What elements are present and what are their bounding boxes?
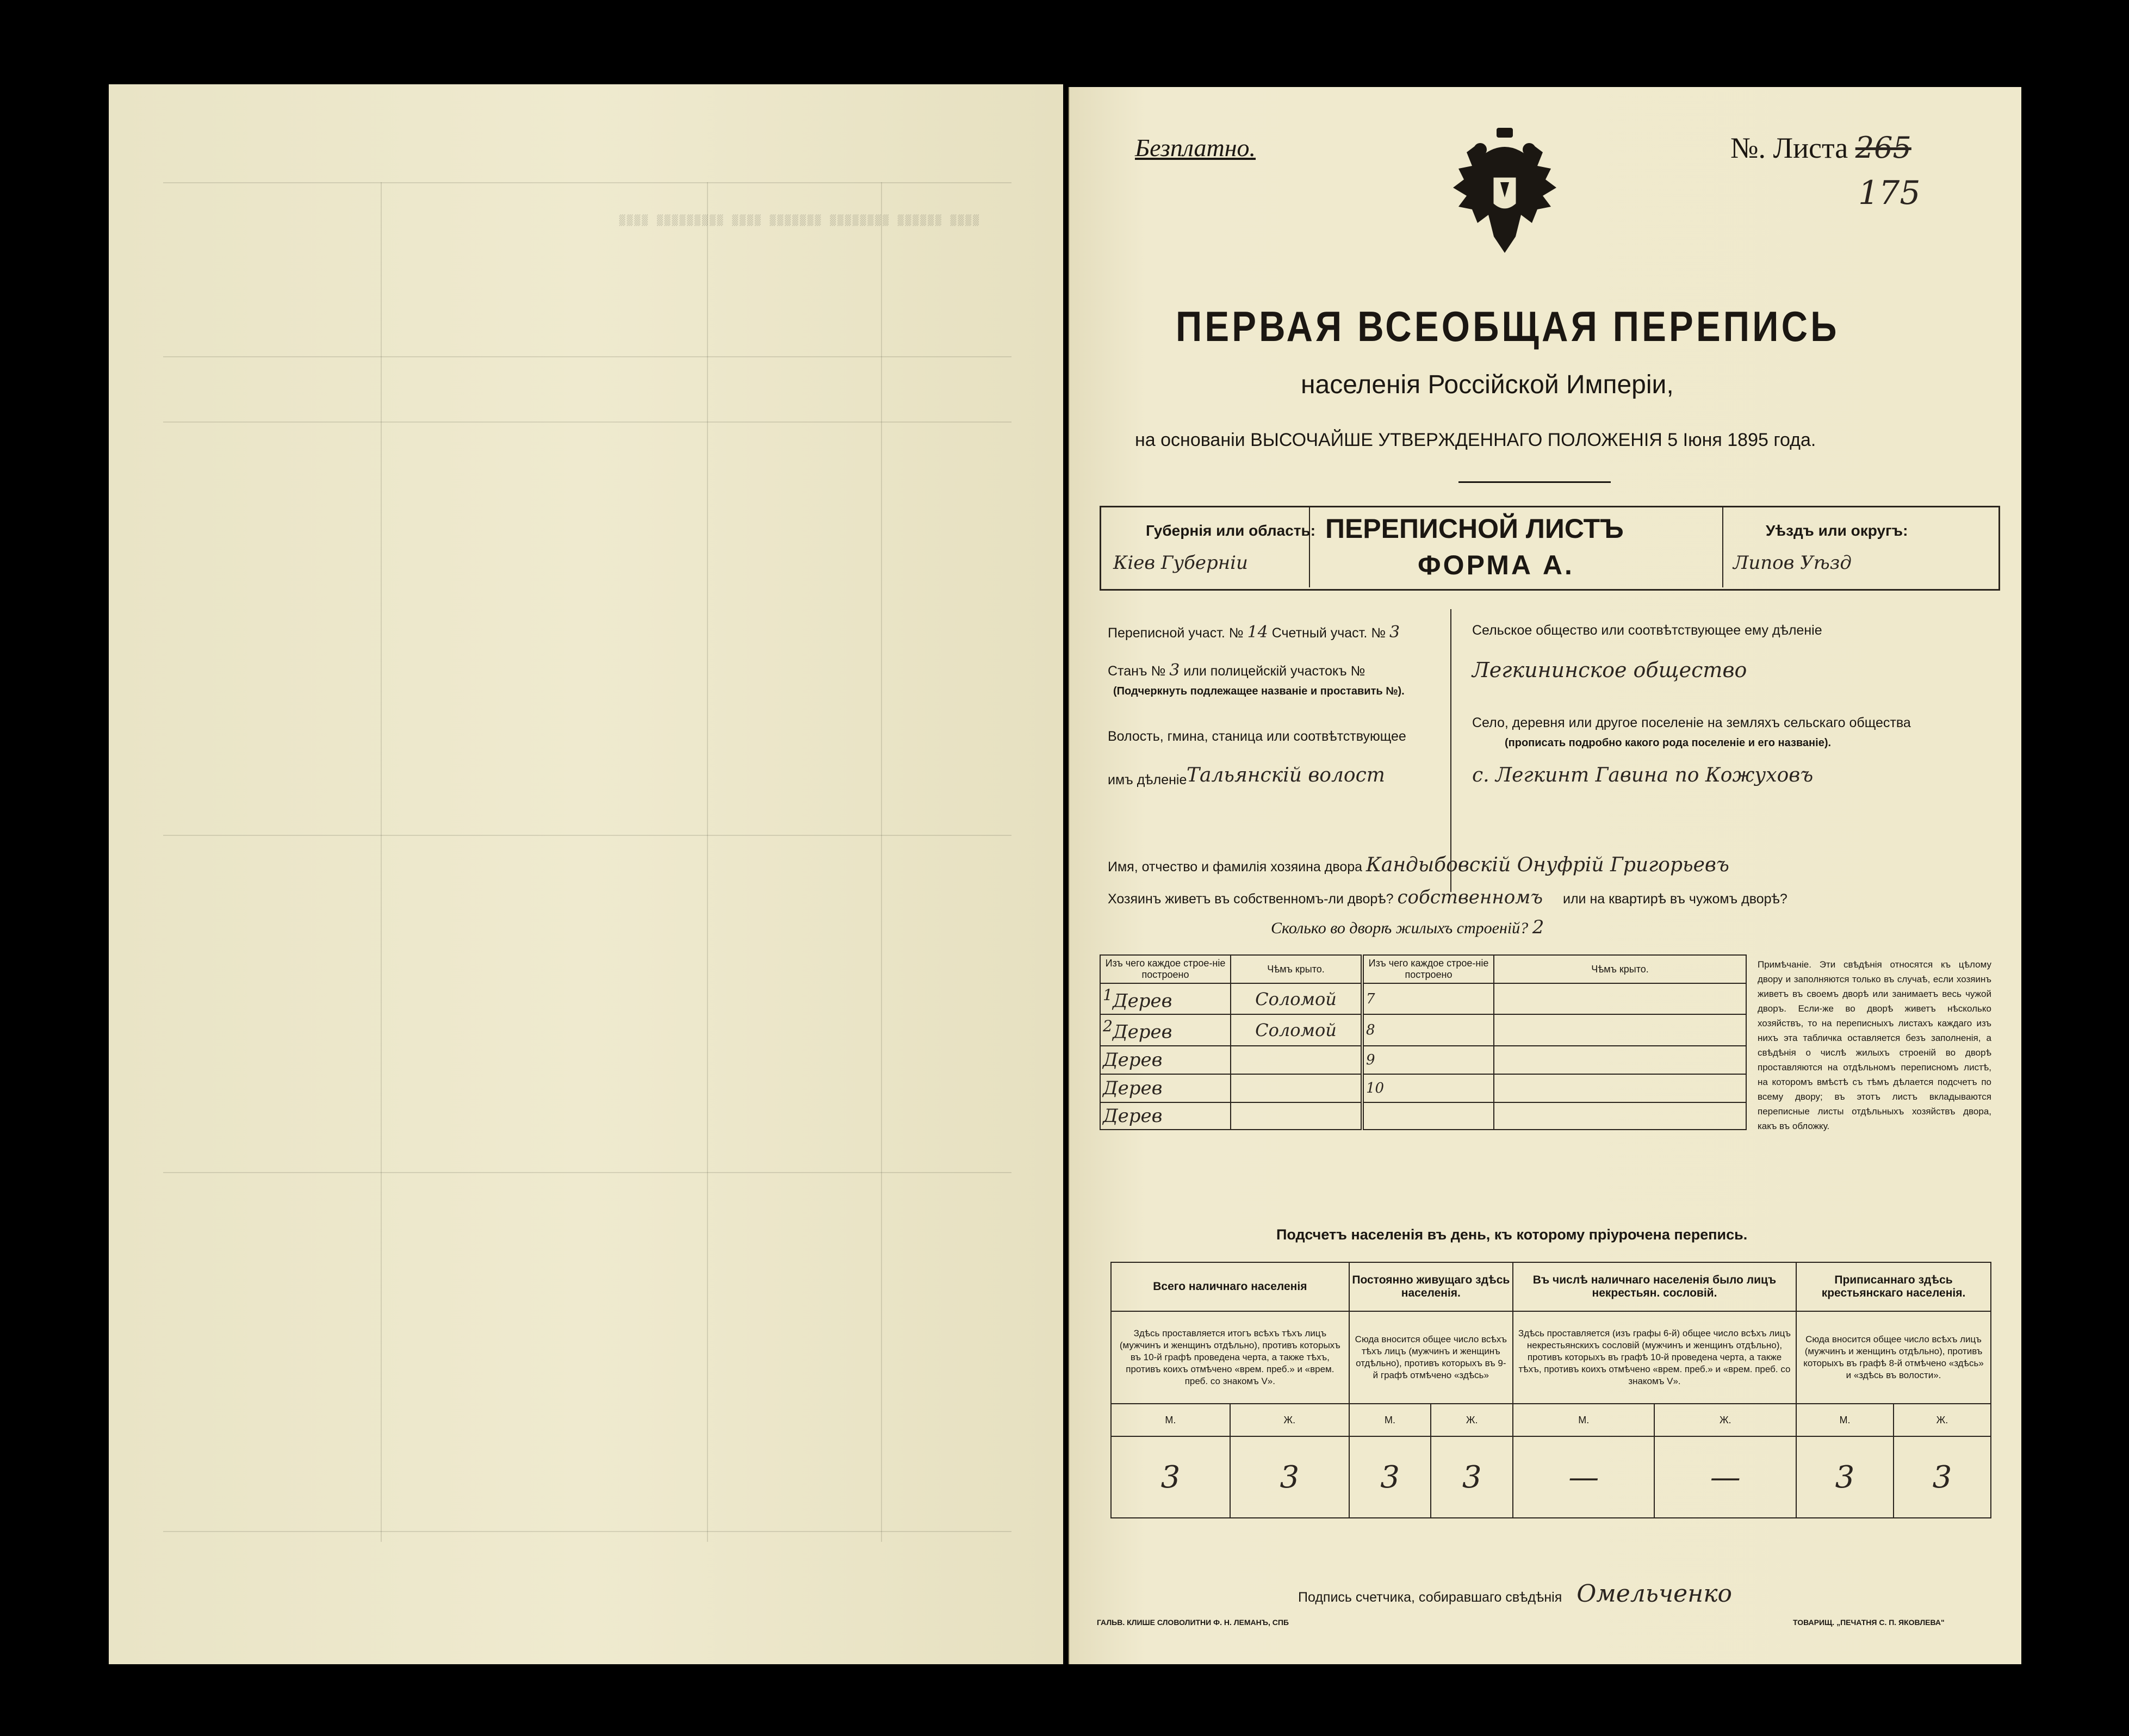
buildings-label: Сколько во дворѣ жилыхъ строеній?: [1271, 919, 1529, 937]
village-note: (прописать подробно какого рода поселеніе и его названіе).: [1505, 737, 1832, 749]
building-row: Дерев: [1100, 1102, 1746, 1130]
col-roof-header: Чѣмъ крыто.: [1231, 955, 1362, 983]
underline-note: (Подчеркнуть подлежащее названіе и проставить №).: [1113, 685, 1405, 697]
left-page: ▒▒▒▒ ▒▒▒▒▒▒ ▒▒▒▒▒▒▒▒ ▒▒▒▒▒▒▒ ▒▒▒▒ ▒▒▒▒▒▒▒▒▒ ▒▒▒▒: [109, 84, 1063, 1664]
village-label: Село, деревня или другое поселеніе на земляхъ сельскаго общества: [1472, 715, 1911, 730]
count-value: 3: [1894, 1436, 1991, 1518]
sheet-number-struck: 265: [1855, 131, 1911, 165]
buildings-line: [1271, 916, 1544, 938]
stan-label: Станъ №: [1108, 664, 1166, 679]
m-label: М.: [1796, 1404, 1894, 1436]
owner-name-label: Имя, отчество и фамилія хозяина двора: [1108, 859, 1363, 875]
m-label: М.: [1513, 1404, 1655, 1436]
count-title: Подсчетъ населенія въ день, къ которому пріурочена перепись.: [1276, 1226, 1748, 1243]
police-label: или полицейскій участокъ №: [1183, 664, 1365, 679]
plot-line: [1108, 623, 1400, 642]
building-row: Дерев 10: [1100, 1074, 1746, 1102]
col-material-header-2: Изъ чего каждое строе-ніе построено: [1362, 955, 1494, 983]
count-value: 3: [1431, 1436, 1513, 1518]
guberniya-value: Кіев Губерніи: [1113, 552, 1248, 574]
volost-value: Тальянскій волост: [1187, 764, 1385, 786]
census-plot-value: 14: [1247, 623, 1268, 642]
col-material-header: Изъ чего каждое строе-ніе построено: [1100, 955, 1231, 983]
signature-value: Омельченко: [1576, 1580, 1732, 1608]
uezd-label: Уѣздъ или округъ:: [1766, 522, 1908, 539]
count-desc-2: Сюда вносится общее число всѣхъ тѣхъ лицъ (мужчинъ и женщинъ отдѣльно), противъ которыхъ въ 9-й графѣ отмѣчено «здѣсь»: [1349, 1311, 1513, 1404]
count-value: 3: [1796, 1436, 1894, 1518]
owner-or-label: или на квартирѣ въ чужомъ дворѣ?: [1563, 891, 1787, 907]
ornament-divider: [1458, 481, 1611, 483]
uezd-value: Липов Уѣзд: [1733, 552, 1852, 574]
building-row: $^1$Дерев Соломой 7: [1100, 983, 1746, 1014]
owner-lives-line: [1108, 886, 1787, 908]
count-value: 3: [1230, 1436, 1349, 1518]
volost-label: Волость, гмина, станица или соотвѣтствующее: [1108, 729, 1406, 744]
owner-name-line: [1108, 854, 1729, 876]
count-value: —: [1654, 1436, 1796, 1518]
imperial-eagle-icon: [1450, 128, 1559, 264]
owner-name-value: Кандыбовскій Онуфрій Григорьевъ: [1366, 854, 1729, 876]
count-value: —: [1513, 1436, 1655, 1518]
count-head-1: Всего наличнаго населенія: [1111, 1262, 1349, 1311]
signature-label: Подпись счетчика, собиравшаго свѣдѣнія: [1298, 1590, 1562, 1605]
building-row: $^2$Дерев Соломой 8: [1100, 1014, 1746, 1045]
count-desc-1: Здѣсь проставляется итогъ всѣхъ тѣхъ лицъ (мужчинъ и женщинъ отдѣльно), противъ которыхъ въ 10-й графѣ проведена черта, а также тѣхъ, противъ коихъ отмѣчено «врем. преб.» и «врем. преб. со знакомъ V».: [1111, 1311, 1349, 1404]
count-table: [1110, 1262, 1991, 1518]
society-value: Легкининское общество: [1472, 658, 1747, 682]
volost-label-2: имъ дѣленіе: [1108, 772, 1187, 788]
guberniya-label: Губернія или область:: [1146, 522, 1316, 539]
owner-lives-label: Хозяинъ живетъ въ собственномъ-ли дворѣ?: [1108, 891, 1394, 907]
signature-line: [1298, 1580, 1732, 1608]
m-label: М.: [1349, 1404, 1431, 1436]
basis-line: на основаніи ВЫСОЧАЙШЕ УТВЕРЖДЕННАГО ПОЛОЖЕНІЯ 5 Іюня 1895 года.: [1135, 430, 1816, 450]
census-form-page: [1069, 87, 2021, 1664]
buildings-table: [1100, 954, 1747, 1130]
col-roof-header-2: Чѣмъ крыто.: [1494, 955, 1746, 983]
free-label: Безплатно.: [1135, 134, 1256, 162]
main-title: ПЕРВАЯ ВСЕОБЩАЯ ПЕРЕПИСЬ: [1176, 302, 1840, 350]
count-desc-3: Здѣсь проставляется (изъ графы 6-й) общее число всѣхъ лицъ некрестьянскихъ сословій (мужчинъ и женщинъ отдѣльно), противъ которыхъ въ графѣ 10-й проведена черта, а также тѣхъ, противъ коихъ отмѣчено «врем. преб.» и «врем. преб. со знакомъ V».: [1513, 1311, 1796, 1404]
buildings-value: 2: [1532, 916, 1544, 938]
footer-left: ГАЛЬВ. КЛИШЕ СЛОВОЛИТНИ Ф. Н. ЛЕМАНЪ, СПБ: [1097, 1618, 1289, 1627]
count-head-3: Въ числѣ наличнаго населенія было лицъ некрестьян. сословій.: [1513, 1262, 1796, 1311]
sheet-title: ПЕРЕПИСНОЙ ЛИСТЪ: [1325, 513, 1624, 544]
count-head-4: Приписаннаго здѣсь крестьянскаго населенія.: [1796, 1262, 1991, 1311]
stan-line: [1108, 661, 1365, 680]
owner-lives-value: собственномъ: [1397, 886, 1543, 908]
zh-label: Ж.: [1654, 1404, 1796, 1436]
society-label: Сельское общество или соотвѣтствующее ему дѣленіе: [1472, 623, 1822, 638]
sheet-number-value: 175: [1858, 174, 1921, 212]
count-desc-4: Сюда вносится общее число всѣхъ лицъ (мужчинъ и женщинъ отдѣльно), противъ которыхъ въ графѣ 8-й отмѣчено «здѣсь» и «здѣсь въ волости».: [1796, 1311, 1991, 1404]
sheet-number-label: [1730, 131, 1911, 165]
count-value: 3: [1349, 1436, 1431, 1518]
count-plot-label: Счетный участ. №: [1271, 625, 1386, 641]
footer-right: ТОВАРИЩ. „ПЕЧАТНЯ С. П. ЯКОВЛЕВА": [1793, 1618, 1945, 1627]
village-value: с. Легкинт Гавина по Кожуховъ: [1472, 764, 1814, 786]
note-text: Примѣчаніе. Эти свѣдѣнія относятся къ цѣлому двору и заполняются только въ случаѣ, если хозяинъ живетъ въ своемъ дворѣ или занимаетъ весь чужой дворъ. Если-же во дворѣ живетъ нѣсколько хозяйствъ, то на переписныхъ листахъ каждаго изъ нихъ эта табличка оставляется безъ заполненія, а свѣдѣнія о числѣ жилыхъ строеній во дворѣ проставляются на отдѣльномъ переписномъ листѣ, на которомъ вмѣстѣ съ тѣмъ дѣлается подсчетъ по всему двору; въ этотъ листъ вкладываются переписные листы отдѣльныхъ хозяйствъ двора, какъ въ обложку.: [1758, 959, 1991, 1131]
count-plot-value: 3: [1389, 623, 1400, 642]
zh-label: Ж.: [1894, 1404, 1991, 1436]
building-row: Дерев 9: [1100, 1046, 1746, 1074]
stan-value: 3: [1169, 661, 1180, 680]
sub-title: населенія Россійской Имперіи,: [1301, 370, 1674, 399]
form-title: ФОРМА А.: [1418, 550, 1574, 580]
m-label: М.: [1111, 1404, 1230, 1436]
zh-label: Ж.: [1230, 1404, 1349, 1436]
sheet-label-text: №. Листа: [1730, 132, 1848, 164]
zh-label: Ж.: [1431, 1404, 1513, 1436]
count-value: 3: [1111, 1436, 1230, 1518]
count-head-2: Постоянно живущаго здѣсь населенія.: [1349, 1262, 1513, 1311]
census-plot-label: Переписной участ. №: [1108, 625, 1244, 641]
